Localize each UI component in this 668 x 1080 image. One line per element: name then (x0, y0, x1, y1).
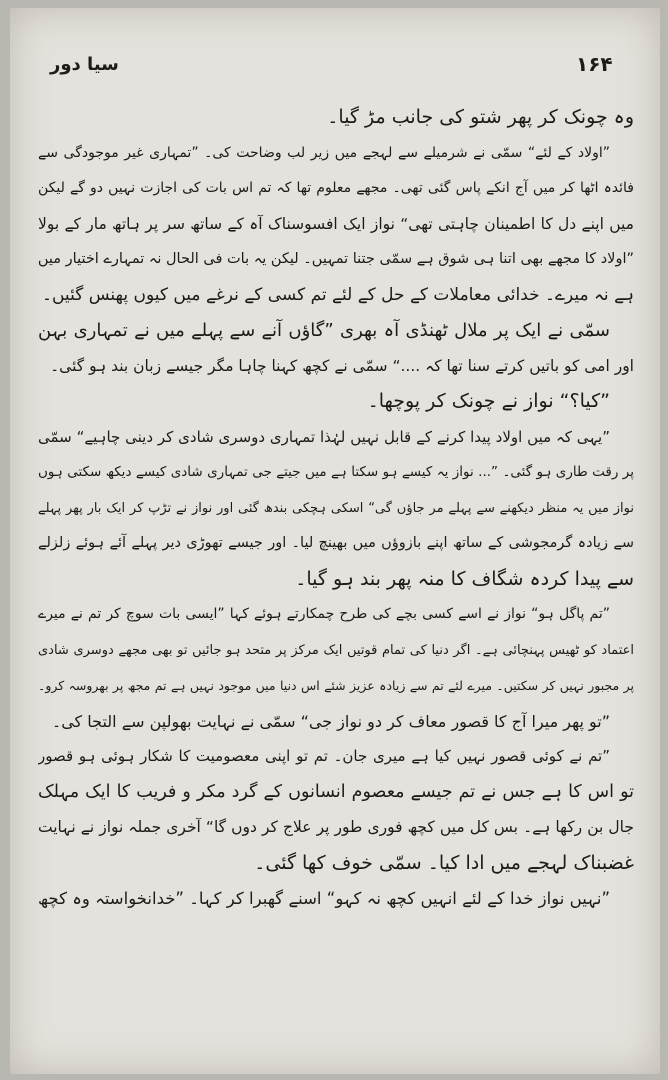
text-line: سے زیادہ گرمجوشی کے ساتھ اپنے بازوؤں میں بھینچ لیا۔ اور جیسے تھوڑی دیر پہلے آئے ہوئے زلزلے (38, 535, 634, 551)
page-number: ۱۶۴ (576, 52, 613, 76)
text-line: پر مجبور نہیں کر سکتیں۔ میرے لئے تم سے زیادہ عزیز شئے اس دنیا میں موجود نہیں ہے تم مجھ پر بھروسہ کرو۔ (38, 678, 634, 693)
text-line: ”تم نے کوئی قصور نہیں کیا ہے میری جان۔ تم تو اپنی معصومیت کا شکار ہوئی ہو قصور (38, 747, 610, 765)
text-line: ”اولاد کا مجھے بھی اتنا ہی شوق ہے سمّی جتنا تمہیں۔ لیکن یہ بات فی الحال نہ تمہارے اختیار میں (38, 251, 634, 267)
text-line: تو اس کا ہے جس نے تم جیسے معصوم انسانوں کے گرد مکر و فریب کا ایک مہلک (38, 781, 634, 802)
text-line: سمّی نے ایک پر ملال ٹھنڈی آہ بھری ”گاؤں آنے سے پہلے میں نے تمہاری بہن (38, 320, 610, 341)
text-line: جال بن رکھا ہے۔ بس کل میں کچھ فوری طور پر علاج کر دوں گا“ آخری جملہ نواز نے نہایت (38, 818, 634, 836)
text-line: میں اپنے دل کا اطمینان چاہتی تھی“ نواز ایک افسوسناک آہ کے ساتھ سر پر ہاتھ مار کے بولا (38, 214, 634, 233)
text-line: ”کیا؟“ نواز نے چونک کر پوچھا۔ (367, 390, 610, 412)
text-line: غضبناک لہجے میں ادا کیا۔ سمّی خوف کھا گئی۔ (254, 851, 634, 874)
running-head: سیا دور (50, 54, 119, 75)
text-line: فائدہ اٹھا کر میں آج انکے پاس گئی تھی۔ مجھے معلوم تھا کہ تم اس بات کی اجازت نہیں دو گے لیکن (38, 180, 634, 196)
text-line: ”اولاد کے لئے“ سمّی نے شرمیلے سے لہجے میں زیر لب وضاحت کی۔ ”تمہاری غیر موجودگی سے (38, 144, 610, 161)
page-header (10, 52, 660, 92)
text-line: ہے نہ میرے۔ خدائی معاملات کے حل کے لئے تم کسی کے نرغے میں کیوں پھنس گئیں۔ (42, 284, 634, 305)
text-line: نواز میں یہ منظر دیکھنے سے پہلے مر جاؤں گی“ اسکی ہچکی بندھ گئی اور نواز نے تڑپ کر ایک بار پھر پہلے (38, 500, 634, 516)
text-line: اعتماد کو ٹھیس پہنچائی ہے۔ اگر دنیا کی تمام قوتیں ایک مرکز پر متحد ہو جائیں تو بھی مجھے دوسری شادی (38, 642, 634, 658)
text-line: ”یہی کہ میں اولاد پیدا کرنے کے قابل نہیں لہٰذا تمہاری دوسری شادی کر دینی چاہیے“ سمّی (38, 427, 610, 446)
text-line: ”تم پاگل ہو“ نواز نے اسے کسی بچے کی طرح چمکارتے ہوئے کہا ”ایسی بات سوچ کر تم نے میرے (38, 606, 610, 622)
text-line: پر رقت طاری ہو گئی۔ ”... نواز یہ کیسے ہو سکتا ہے میں جیتے جی تمہاری شادی کیسے دیکھ سکتی ہوں (38, 464, 634, 480)
text-line: ”نہیں نواز خدا کے لئے انہیں کچھ نہ کہو“ اسنے گھبرا کر کہا۔ ”خدانخواستہ وہ کچھ (38, 889, 610, 908)
body-text (38, 100, 634, 917)
text-line: اور امی کو باتیں کرتے سنا تھا کہ ....“ سمّی نے کچھ کہنا چاہا مگر جیسے زبان بند ہو گئی۔ (50, 356, 634, 375)
book-page (10, 8, 660, 1074)
text-line: وہ چونک کر پھر شتو کی جانب مڑ گیا۔ (327, 106, 634, 128)
text-line: سے پیدا کردہ شگاف کا منہ پھر بند ہو گیا۔ (295, 567, 634, 590)
text-line: ”تو پھر میرا آج کا قصور معاف کر دو نواز جی“ سمّی نے نہایت بھولپن سے التجا کی۔ (51, 711, 610, 731)
